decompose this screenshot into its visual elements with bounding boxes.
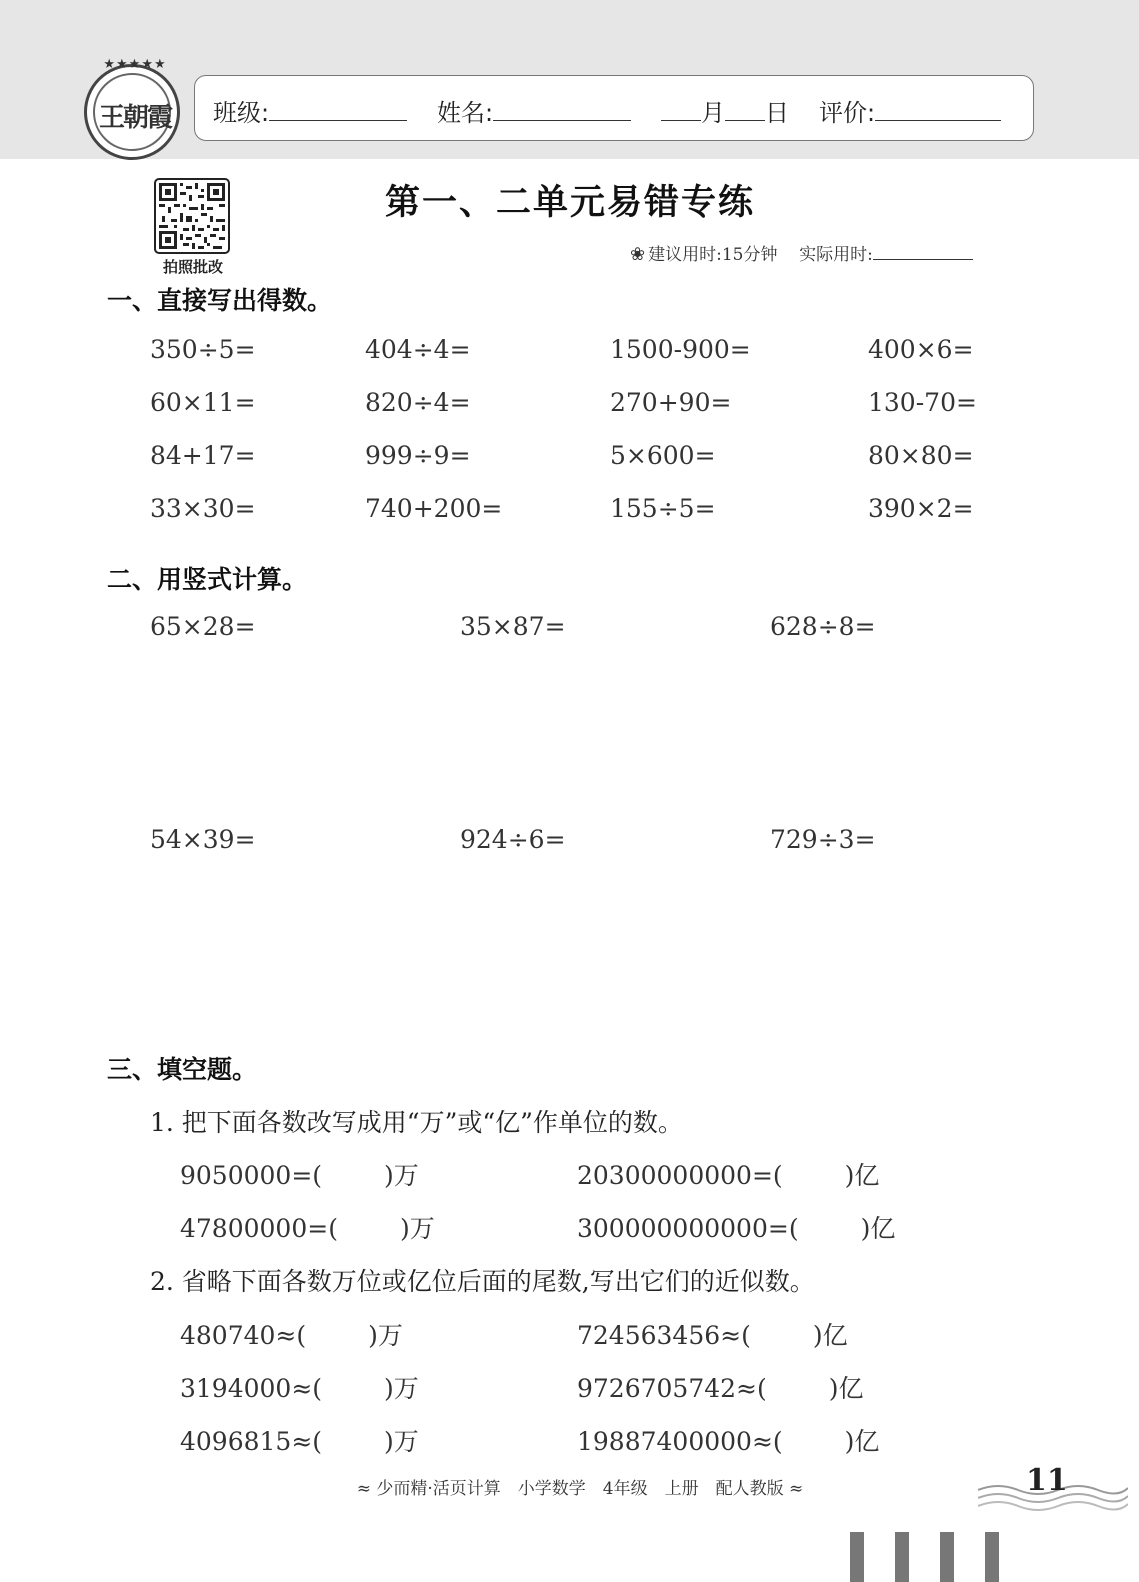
vertical-calc[interactable]: 729÷3= xyxy=(770,825,876,854)
qr-code-icon[interactable] xyxy=(154,178,230,254)
expression[interactable]: 80×80= xyxy=(868,441,974,470)
section-three-heading: 三、填空题。 xyxy=(107,1055,258,1084)
expression[interactable]: 60×11= xyxy=(150,388,256,417)
expression[interactable]: 155÷5= xyxy=(610,494,716,523)
expression[interactable]: 404÷4= xyxy=(365,335,471,364)
actual-time-label: 实际用时: xyxy=(799,245,873,265)
edge-tab xyxy=(985,1532,999,1582)
edge-tab xyxy=(940,1532,954,1582)
fill-blank-item[interactable]: 724563456≈( )亿 xyxy=(577,1321,848,1350)
class-blank[interactable] xyxy=(269,98,407,121)
expression[interactable]: 5×600= xyxy=(610,441,716,470)
fill-blank-item[interactable]: 9050000=( )万 xyxy=(180,1161,419,1190)
question-two-prompt: 2. 省略下面各数万位或亿位后面的尾数,写出它们的近似数。 xyxy=(150,1267,815,1296)
edge-tab xyxy=(850,1532,864,1582)
question-one-prompt: 1. 把下面各数改写成用“万”或“亿”作单位的数。 xyxy=(150,1108,683,1137)
expression[interactable]: 84+17= xyxy=(150,441,256,470)
fill-blank-item[interactable]: 9726705742≈( )亿 xyxy=(577,1374,864,1403)
qr-caption: 拍照批改 xyxy=(162,258,223,276)
fill-blank-item[interactable]: 47800000=( )万 xyxy=(180,1214,435,1243)
class-field[interactable] xyxy=(213,93,407,128)
name-field[interactable] xyxy=(437,93,631,128)
expression[interactable]: 400×6= xyxy=(868,335,974,364)
page-number: 11 xyxy=(1026,1463,1068,1498)
expression[interactable]: 820÷4= xyxy=(365,388,471,417)
day-label: 日 xyxy=(765,99,789,127)
student-info-box xyxy=(194,75,1034,141)
fill-blank-item[interactable]: 3194000≈( )万 xyxy=(180,1374,419,1403)
section-one-heading: 一、直接写出得数。 xyxy=(107,286,333,315)
expression[interactable]: 390×2= xyxy=(868,494,974,523)
expression[interactable]: 999÷9= xyxy=(365,441,471,470)
logo-text: 王朝霞 xyxy=(98,103,171,133)
fill-blank-item[interactable]: 20300000000=( )亿 xyxy=(577,1161,880,1190)
vertical-calc[interactable]: 628÷8= xyxy=(770,612,876,641)
edge-tab xyxy=(895,1532,909,1582)
rating-blank[interactable] xyxy=(875,98,1001,121)
fill-blank-item[interactable]: 480740≈( )万 xyxy=(180,1321,403,1350)
expression[interactable]: 33×30= xyxy=(150,494,256,523)
rating-field[interactable] xyxy=(819,93,1001,128)
date-field[interactable] xyxy=(661,93,789,128)
fill-blank-item[interactable]: 300000000000=( )亿 xyxy=(577,1214,896,1243)
suggested-time: 建议用时:15分钟 xyxy=(648,245,778,265)
footer-text: ≈ 少而精·活页计算 小学数学 4年级 上册 配人教版 ≈ xyxy=(356,1479,804,1499)
rating-label: 评价: xyxy=(819,99,876,127)
actual-time-blank[interactable] xyxy=(873,241,973,260)
section-two-heading: 二、用竖式计算。 xyxy=(107,565,308,594)
expression[interactable]: 740+200= xyxy=(365,494,503,523)
vertical-calc[interactable]: 65×28= xyxy=(150,612,256,641)
flower-icon: ❀ xyxy=(630,244,646,265)
vertical-calc[interactable]: 924÷6= xyxy=(460,825,566,854)
expression[interactable]: 1500-900= xyxy=(610,335,751,364)
name-label: 姓名: xyxy=(437,99,494,127)
month-blank[interactable] xyxy=(661,98,701,121)
expression[interactable]: 270+90= xyxy=(610,388,732,417)
publisher-logo xyxy=(84,57,180,160)
fill-blank-item[interactable]: 4096815≈( )万 xyxy=(180,1427,419,1456)
vertical-calc[interactable]: 35×87= xyxy=(460,612,566,641)
page-title: 第一、二单元易错专练 xyxy=(384,183,755,223)
class-label: 班级: xyxy=(213,99,270,127)
fill-blank-item[interactable]: 19887400000≈( )亿 xyxy=(577,1427,880,1456)
logo-stars-icon: ★★★★★ xyxy=(103,57,167,72)
vertical-calc[interactable]: 54×39= xyxy=(150,825,256,854)
expression[interactable]: 130-70= xyxy=(868,388,977,417)
day-blank[interactable] xyxy=(725,98,765,121)
time-line xyxy=(630,240,973,265)
month-label: 月 xyxy=(701,99,725,127)
expression[interactable]: 350÷5= xyxy=(150,335,256,364)
name-blank[interactable] xyxy=(493,98,631,121)
